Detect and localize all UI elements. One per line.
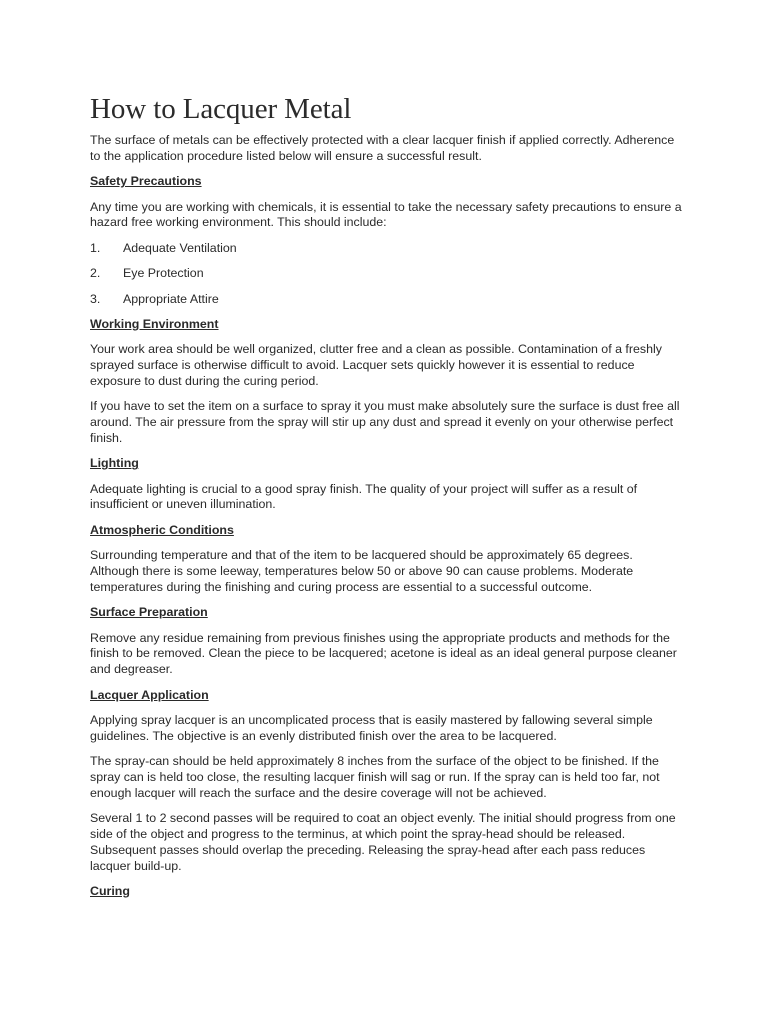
list-item-text: Adequate Ventilation: [123, 240, 237, 255]
heading-atmospheric-conditions: Atmospheric Conditions: [90, 522, 234, 537]
heading-working-environment: Working Environment: [90, 316, 219, 331]
list-item-text: Appropriate Attire: [123, 291, 219, 306]
list-item: [90, 292, 682, 308]
list-item-number: 3.: [90, 291, 101, 306]
safety-paragraph: Any time you are working with chemicals, it is essential to take the necessary safety precautions to ensure a hazard free working environment. This should include:: [90, 199, 682, 230]
heading-curing: Curing: [90, 883, 130, 898]
heading-lacquer-application: Lacquer Application: [90, 687, 209, 702]
document-title: How to Lacquer Metal: [90, 93, 352, 125]
lighting-paragraph: Adequate lighting is crucial to a good spray finish. The quality of your project will suffer as a result of insufficient or uneven illumination.: [90, 481, 638, 512]
heading-lighting: Lighting: [90, 456, 139, 471]
heading-safety-precautions: Safety Precautions: [90, 174, 202, 189]
list-item-text: Eye Protection: [123, 266, 204, 281]
environment-paragraph-2: If you have to set the item on a surface to spray it you must make absolutely sure the surface is dust free all around. The air pressure from the spray will stir up any dust and spread it evenly on your otherwise perfect finish.: [90, 399, 680, 445]
application-paragraph-3: Several 1 to 2 second passes will be required to coat an object evenly. The initial should progress from one side of the object and progress to the terminus, at which point the spray-head should be released. Subsequent passes should overlap the preceding. Releasing the spray-head after each pass reduces lacquer build-up.: [90, 811, 676, 873]
intro-paragraph: The surface of metals can be effectively protected with a clear lacquer finish if applied correctly. Adherence to the application procedure listed below will ensure a successful result.: [90, 133, 675, 163]
heading-surface-preparation: Surface Preparation: [90, 605, 208, 620]
application-paragraph-2: The spray-can should be held approximately 8 inches from the surface of the object to be finished. If the spray can is held too close, the resulting lacquer finish will sag or run. If the spray can is held too far, not enough lacquer will reach the surface and the desire coverage will not be achieved.: [90, 754, 660, 800]
surface-paragraph: Remove any residue remaining from previous finishes using the appropriate products and methods for the finish to be removed. Clean the piece to be lacquered; acetone is ideal as an ideal general purpose cleaner and degreaser.: [90, 630, 677, 677]
environment-paragraph-1: Your work area should be well organized, clutter free and a clean as possible. Contamination of a freshly sprayed surface is otherwise difficult to avoid. Lacquer sets quickly however it is essential to reduce exposure to dust during the curing period.: [90, 342, 662, 388]
list-item-number: 1.: [90, 240, 101, 255]
list-item: [90, 266, 682, 282]
atmospheric-paragraph: Surrounding temperature and that of the item to be lacquered should be approximately 65 degrees. Although there is some leeway, temperatures below 50 or above 90 can cause problems. Moderate temperatures during the finishing and curing process are essential to a successful outcome.: [90, 548, 634, 594]
application-paragraph-1: Applying spray lacquer is an uncomplicated process that is easily mastered by fallowing several simple guidelines. The objective is an evenly distributed finish over the area to be lacquered.: [90, 713, 653, 743]
safety-list: [90, 241, 682, 308]
document-page: [90, 92, 682, 909]
list-item: [90, 241, 682, 257]
list-item-number: 2.: [90, 266, 101, 281]
